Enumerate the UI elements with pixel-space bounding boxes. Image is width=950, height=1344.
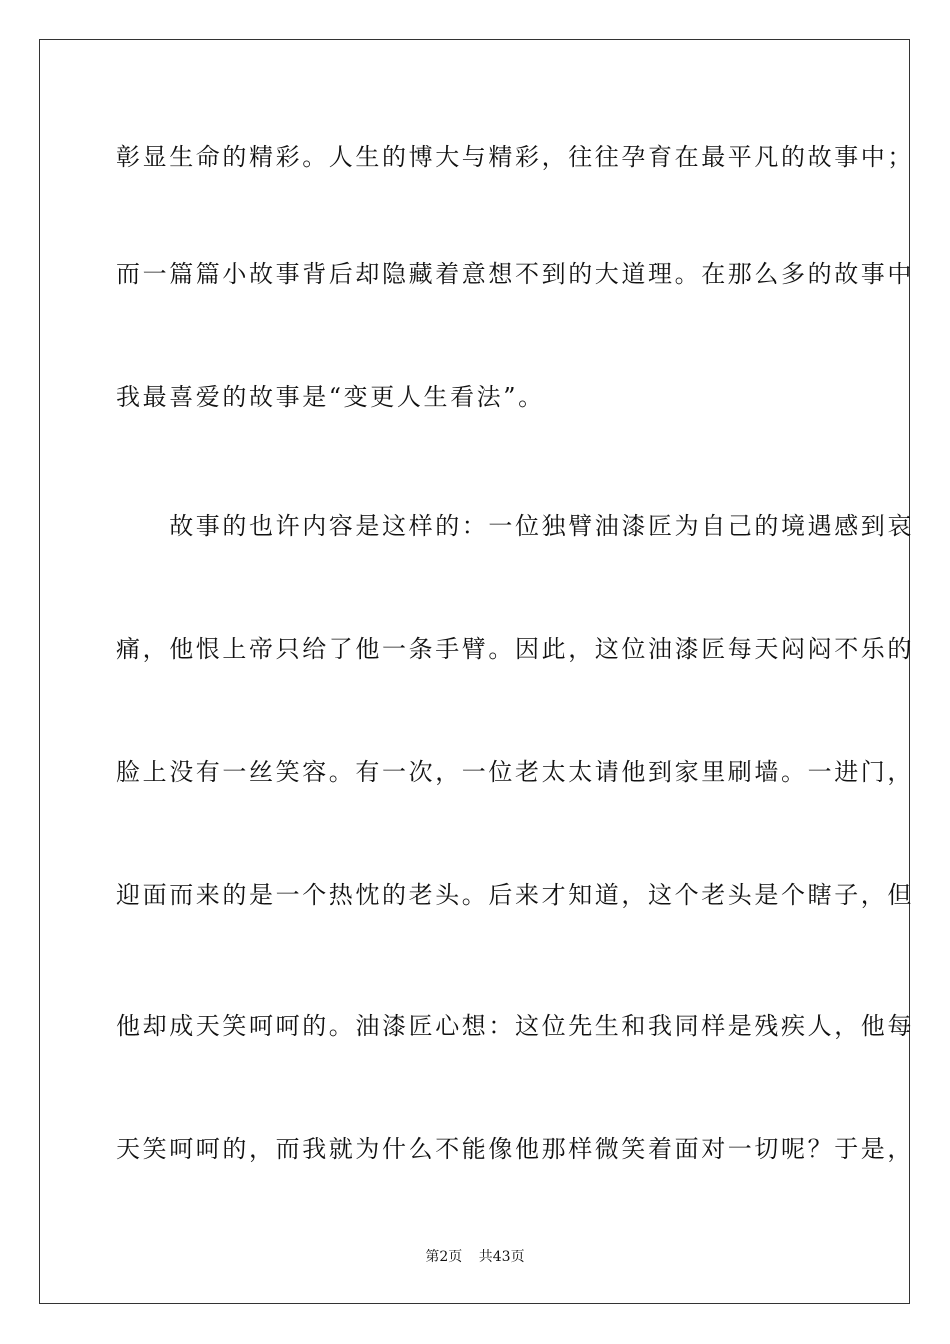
text-line-3: 我最喜爱的故事是“变更人生看法”。: [116, 383, 545, 411]
text-line-2: 而一篇篇小故事背后却隐藏着意想不到的大道理。在那么多的故事中: [116, 260, 914, 288]
text-line-8: 他却成天笑呵呵的。油漆匠心想：这位先生和我同样是残疾人，他每: [116, 1012, 914, 1040]
text-line-6: 脸上没有一丝笑容。有一次，一位老太太请他到家里刷墙。一进门，: [116, 758, 914, 786]
text-line-4: 故事的也许内容是这样的：一位独臂油漆匠为自己的境遇感到哀: [116, 512, 914, 540]
page-frame: [39, 39, 914, 1304]
text-line-1: 彰显生命的精彩。人生的博大与精彩，往往孕育在最平凡的故事中；: [116, 143, 914, 171]
page-footer: [0, 1247, 950, 1267]
text-line-5: 痛，他恨上帝只给了他一条手臂。因此，这位油漆匠每天闷闷不乐的: [116, 635, 914, 663]
page-number: 第2页: [425, 1249, 463, 1265]
text-line-7: 迎面而来的是一个热忱的老头。后来才知道，这个老头是个瞎子，但: [116, 881, 914, 909]
text-line-9: 天笑呵呵的，而我就为什么不能像他那样微笑着面对一切呢？于是，: [116, 1135, 914, 1163]
page-total: 共43页: [478, 1249, 525, 1265]
